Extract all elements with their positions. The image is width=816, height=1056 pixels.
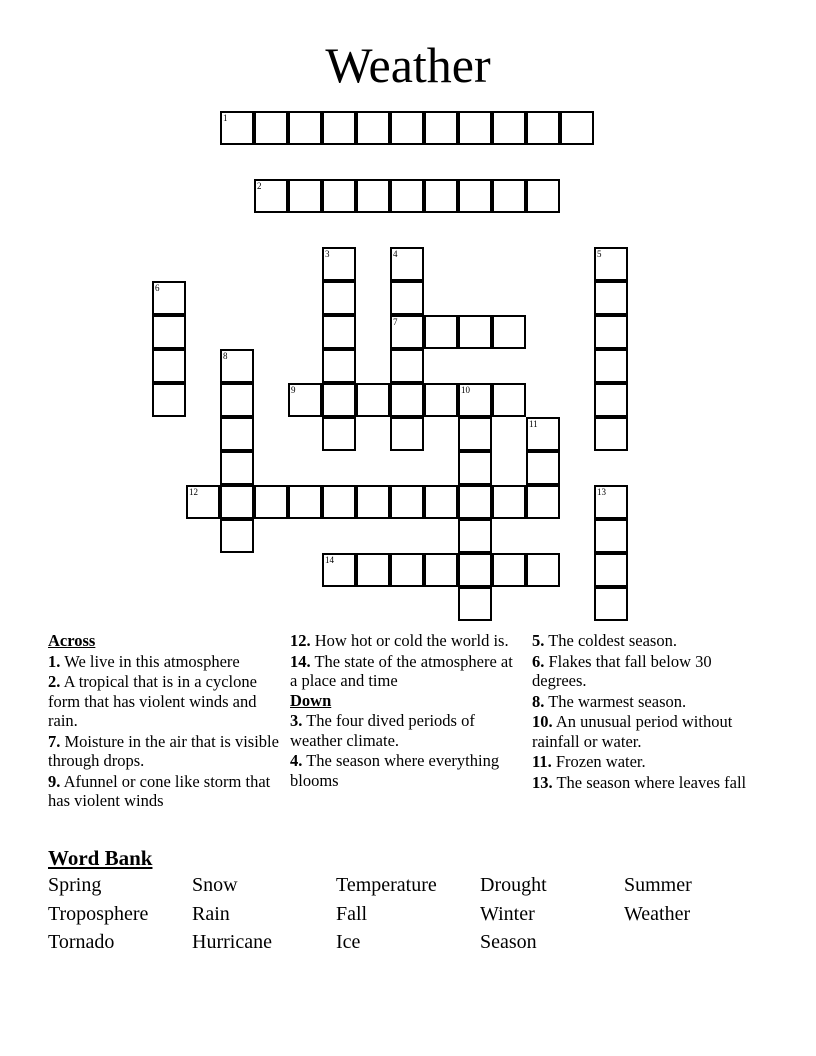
grid-cell[interactable] [526, 451, 560, 485]
cell-number: 8 [223, 351, 228, 361]
grid-cell[interactable] [356, 485, 390, 519]
grid-cell[interactable] [390, 315, 424, 349]
clue-across-14 [290, 652, 515, 691]
grid-cell[interactable] [220, 349, 254, 383]
grid-cell[interactable] [458, 451, 492, 485]
grid-cell[interactable] [254, 179, 288, 213]
grid-cell[interactable] [594, 247, 628, 281]
clues-column-3 [532, 631, 767, 792]
clue-text: The four dived periods of weather climate. [290, 711, 475, 750]
grid-cell[interactable] [492, 383, 526, 417]
grid-cell[interactable] [220, 111, 254, 145]
word-bank-item: Summer [624, 874, 692, 896]
grid-cell[interactable] [356, 111, 390, 145]
clue-text: Afunnel or cone like storm that has violent winds [48, 771, 271, 810]
clue-number: 2. [48, 672, 61, 691]
grid-cell[interactable] [560, 111, 594, 145]
grid-cell[interactable] [526, 485, 560, 519]
clue-number: 13. [532, 772, 553, 792]
clue-across-7 [48, 732, 283, 771]
clue-across-2 [48, 672, 283, 731]
grid-cell[interactable] [220, 417, 254, 451]
grid-cell[interactable] [186, 485, 220, 519]
word-bank-item: Season [480, 931, 537, 953]
grid-cell[interactable] [594, 553, 628, 587]
cell-number: 10 [461, 385, 470, 395]
grid-cell[interactable] [322, 111, 356, 145]
grid-cell[interactable] [322, 281, 356, 315]
clue-down-6 [532, 652, 767, 691]
grid-cell[interactable] [322, 179, 356, 213]
clue-across-1 [48, 652, 283, 672]
grid-cell[interactable] [458, 485, 492, 519]
word-bank-item: Rain [192, 902, 230, 925]
grid-cell[interactable] [322, 553, 356, 587]
grid-cell[interactable] [322, 349, 356, 383]
grid-cell[interactable] [390, 485, 424, 519]
grid-cell[interactable] [322, 315, 356, 349]
grid-cell[interactable] [458, 315, 492, 349]
word-bank-item: Spring [48, 874, 102, 896]
word-bank-title: Word Bank [48, 846, 153, 870]
clue-text: The season where everything blooms [290, 751, 500, 790]
grid-cell[interactable] [594, 383, 628, 417]
grid-cell[interactable] [594, 417, 628, 451]
grid-cell[interactable] [322, 417, 356, 451]
grid-cell[interactable] [526, 179, 560, 213]
clue-text: Frozen water. [555, 752, 646, 771]
grid-cell[interactable] [390, 281, 424, 315]
grid-cell[interactable] [220, 383, 254, 417]
clue-across-12 [290, 631, 515, 651]
cell-number: 4 [393, 249, 398, 259]
clue-number: 10. [532, 712, 553, 731]
grid-cell[interactable] [152, 281, 186, 315]
clue-down-5 [532, 631, 767, 651]
grid-cell[interactable] [254, 485, 288, 519]
clue-down-4 [290, 751, 515, 790]
grid-cell[interactable] [594, 281, 628, 315]
word-bank-item: Troposphere [48, 902, 149, 925]
grid-cell[interactable] [424, 315, 458, 349]
cell-number: 12 [189, 487, 198, 497]
clue-number: 1. [48, 651, 61, 671]
grid-cell[interactable] [220, 451, 254, 485]
clues-column-1 [48, 631, 283, 811]
clue-text: We live in this atmosphere [64, 651, 240, 671]
word-bank-item: Ice [336, 931, 361, 953]
grid-cell[interactable] [594, 315, 628, 349]
clue-number: 5. [532, 631, 545, 650]
cell-number: 2 [257, 181, 262, 191]
grid-cell[interactable] [220, 519, 254, 553]
cell-number: 11 [529, 419, 538, 429]
clue-down-10 [532, 712, 767, 751]
grid-cell[interactable] [390, 383, 424, 417]
grid-cell[interactable] [594, 587, 628, 621]
cell-number: 13 [597, 487, 606, 497]
word-bank-item: Winter [480, 902, 535, 925]
clues-column-2 [290, 631, 515, 790]
grid-cell[interactable] [390, 111, 424, 145]
grid-cell[interactable] [492, 315, 526, 349]
grid-cell[interactable] [458, 553, 492, 587]
page-title: Weather [325, 37, 491, 93]
clue-number: 4. [290, 751, 303, 770]
clue-number: 11. [532, 752, 552, 771]
grid-cell[interactable] [526, 111, 560, 145]
cell-number: 3 [325, 249, 330, 259]
clue-number: 7. [48, 731, 61, 751]
grid-cell[interactable] [458, 519, 492, 553]
clue-down-13 [532, 773, 767, 793]
cell-number: 6 [155, 283, 160, 293]
word-bank-item: Snow [192, 874, 238, 896]
grid-cell[interactable] [390, 349, 424, 383]
grid-cell[interactable] [424, 485, 458, 519]
grid-cell[interactable] [356, 553, 390, 587]
grid-cell[interactable] [356, 179, 390, 213]
grid-cell[interactable] [594, 349, 628, 383]
cell-number: 9 [291, 385, 296, 395]
word-bank-item: Drought [480, 874, 547, 896]
word-bank-item: Fall [336, 902, 368, 925]
clue-text: An unusual period without rainfall or water. [532, 712, 733, 751]
grid-cell[interactable] [424, 383, 458, 417]
clue-text: How hot or cold the world is. [314, 631, 509, 650]
grid-cell[interactable] [390, 179, 424, 213]
clue-down-8 [532, 692, 767, 712]
grid-cell[interactable] [458, 587, 492, 621]
grid-cell[interactable] [492, 179, 526, 213]
grid-cell[interactable] [594, 485, 628, 519]
grid-cell[interactable] [390, 247, 424, 281]
word-bank-item: Hurricane [192, 931, 272, 953]
grid-cell[interactable] [458, 383, 492, 417]
grid-cell[interactable] [424, 179, 458, 213]
grid-cell[interactable] [220, 485, 254, 519]
grid-cell[interactable] [458, 179, 492, 213]
clue-number: 14. [290, 651, 311, 671]
across-header: Across [48, 631, 96, 650]
clue-down-11 [532, 752, 767, 772]
grid-cell[interactable] [390, 553, 424, 587]
grid-cell[interactable] [526, 417, 560, 451]
grid-cell[interactable] [492, 553, 526, 587]
clue-across-9 [48, 772, 283, 811]
down-header: Down [290, 690, 332, 710]
grid-cell[interactable] [152, 315, 186, 349]
word-bank-item: Tornado [48, 931, 115, 953]
clue-text: The warmest season. [548, 691, 687, 711]
grid-cell[interactable] [254, 111, 288, 145]
grid-cell[interactable] [152, 383, 186, 417]
grid-cell[interactable] [322, 485, 356, 519]
cell-number: 7 [393, 317, 398, 327]
clue-text: Flakes that fall below 30 degrees. [532, 651, 712, 690]
grid-cell[interactable] [492, 111, 526, 145]
clue-text: The coldest season. [548, 631, 677, 650]
grid-cell[interactable] [288, 179, 322, 213]
clue-number: 8. [532, 691, 545, 711]
word-bank-item: Temperature [336, 874, 437, 896]
grid-cell[interactable] [492, 485, 526, 519]
grid-cell[interactable] [356, 383, 390, 417]
word-bank-item: Weather [624, 902, 691, 925]
grid-cell[interactable] [288, 111, 322, 145]
clue-down-3 [290, 711, 515, 750]
grid-cell[interactable] [458, 111, 492, 145]
grid-cell[interactable] [288, 383, 322, 417]
grid-cell[interactable] [288, 485, 322, 519]
clue-text: The state of the atmosphere at a place and time [290, 651, 513, 690]
grid-cell[interactable] [424, 111, 458, 145]
clue-text: The season where leaves fall [556, 772, 747, 792]
grid-cell[interactable] [526, 553, 560, 587]
grid-cell[interactable] [594, 519, 628, 553]
grid-cell[interactable] [322, 247, 356, 281]
grid-cell[interactable] [152, 349, 186, 383]
grid-cell[interactable] [424, 553, 458, 587]
clue-number: 9. [48, 771, 61, 791]
cell-number: 1 [223, 113, 228, 123]
clue-text: A tropical that is in a cyclone form that has violent winds and rain. [48, 672, 257, 730]
clue-number: 3. [290, 711, 303, 730]
clue-text: Moisture in the air that is visible through drops. [48, 731, 279, 770]
cell-number: 5 [597, 249, 602, 259]
clue-number: 12. [290, 631, 311, 650]
cell-number: 14 [325, 555, 334, 565]
grid-cell[interactable] [390, 417, 424, 451]
clue-number: 6. [532, 651, 545, 671]
grid-cell[interactable] [458, 417, 492, 451]
grid-cell[interactable] [322, 383, 356, 417]
